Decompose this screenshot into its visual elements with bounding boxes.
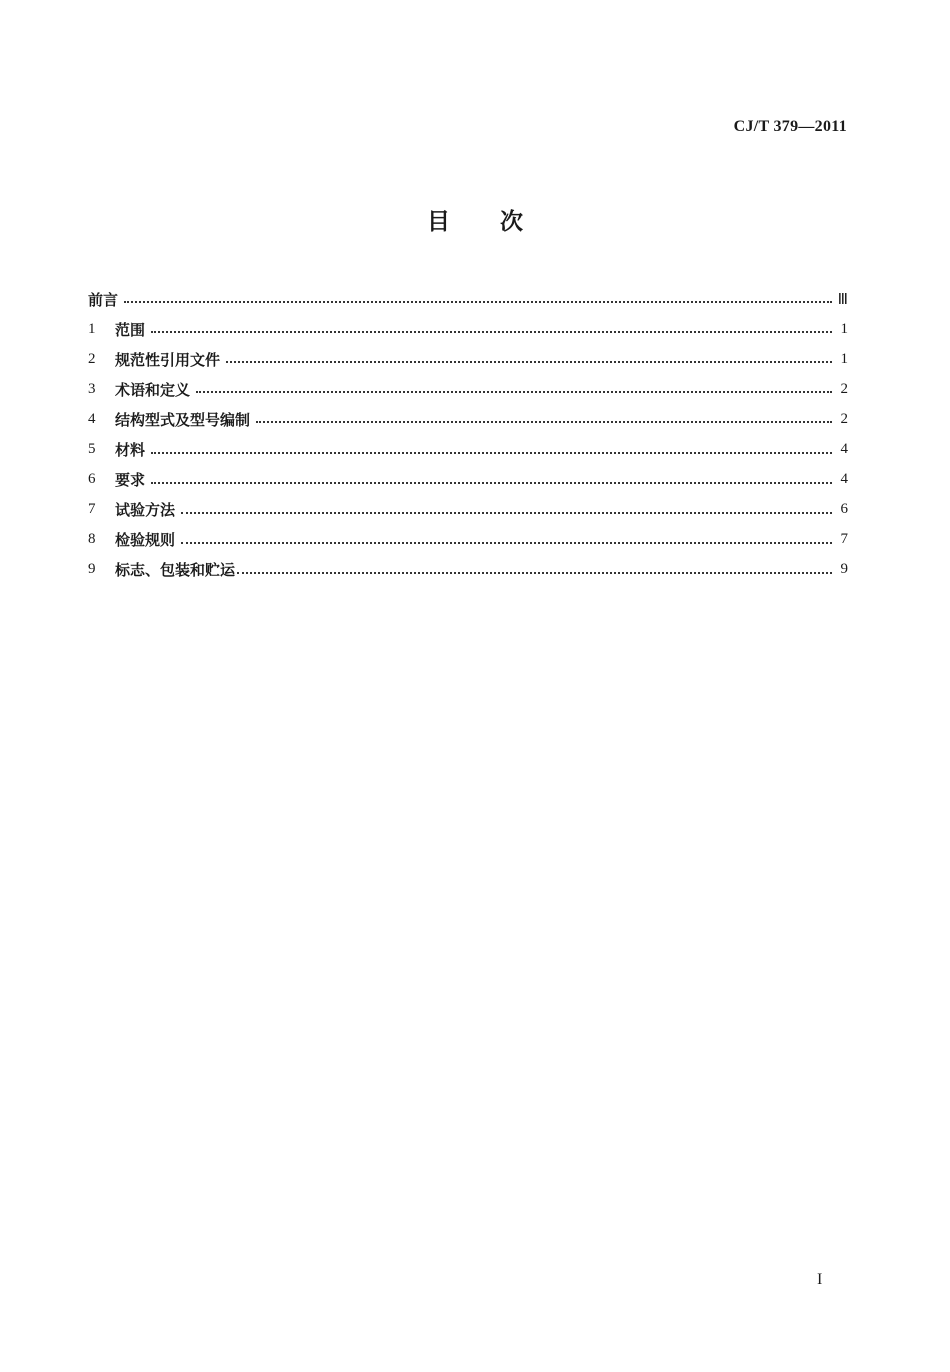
toc-dot-leader	[196, 389, 832, 393]
toc-dot-leader	[226, 359, 832, 363]
page-title	[0, 203, 950, 236]
toc-dot-leader	[256, 419, 832, 423]
toc-page-number: 4	[840, 471, 848, 488]
toc-entry-number: 1	[88, 320, 96, 337]
toc-page-number: 6	[840, 501, 848, 518]
toc-dot-leader	[151, 450, 832, 454]
toc-entry-6[interactable]	[88, 465, 848, 495]
toc-page-number: Ⅲ	[837, 291, 848, 308]
toc-entry-label: 检验规则	[115, 531, 176, 550]
toc-dot-leader	[237, 570, 832, 574]
page-number: I	[817, 1271, 823, 1288]
toc-entry-number: 2	[88, 350, 96, 367]
table-of-contents	[88, 284, 848, 585]
toc-page-number: 1	[840, 350, 848, 367]
toc-entry-label: 试验方法	[115, 501, 176, 520]
toc-entry-number: 7	[88, 501, 96, 518]
toc-entry-number: 3	[88, 380, 96, 397]
toc-entry-label: 要求	[115, 471, 146, 490]
toc-entry-1[interactable]	[88, 314, 848, 344]
toc-page-number: 9	[840, 561, 848, 578]
toc-page-number: 2	[840, 380, 848, 397]
document-code: CJ/T 379—2011	[733, 118, 847, 135]
toc-entry-7[interactable]	[88, 495, 848, 525]
toc-entry-number: 8	[88, 531, 96, 548]
title-char-2: 次	[500, 209, 523, 235]
toc-entry-label: 术语和定义	[115, 380, 191, 399]
toc-entry-label: 标志、包装和贮运	[115, 561, 236, 580]
toc-page-number: 7	[840, 531, 848, 548]
toc-entry-4[interactable]	[88, 404, 848, 434]
toc-entry-8[interactable]	[88, 525, 848, 555]
toc-entry-number: 5	[88, 441, 96, 458]
title-char-1: 目	[427, 209, 450, 235]
toc-dot-leader	[124, 299, 832, 303]
toc-entry-5[interactable]	[88, 434, 848, 464]
toc-dot-leader	[151, 480, 832, 484]
toc-entry-3[interactable]	[88, 374, 848, 404]
toc-entry-label: 前言	[88, 290, 119, 309]
toc-dot-leader	[151, 329, 832, 333]
toc-entry-label: 范围	[115, 320, 146, 339]
toc-entry-label: 材料	[115, 441, 146, 460]
toc-page-number: 1	[840, 320, 848, 337]
toc-entry-number: 6	[88, 471, 96, 488]
toc-entry-foreword[interactable]	[88, 284, 848, 314]
toc-entry-number: 4	[88, 410, 96, 427]
toc-entry-2[interactable]	[88, 344, 848, 374]
toc-page-number: 4	[840, 441, 848, 458]
toc-entry-9[interactable]	[88, 555, 848, 585]
toc-page-number: 2	[840, 410, 848, 427]
toc-dot-leader	[181, 510, 832, 514]
toc-entry-label: 结构型式及型号编制	[115, 410, 251, 429]
toc-dot-leader	[181, 540, 832, 544]
toc-entry-label: 规范性引用文件	[115, 350, 221, 369]
toc-entry-number: 9	[88, 561, 96, 578]
